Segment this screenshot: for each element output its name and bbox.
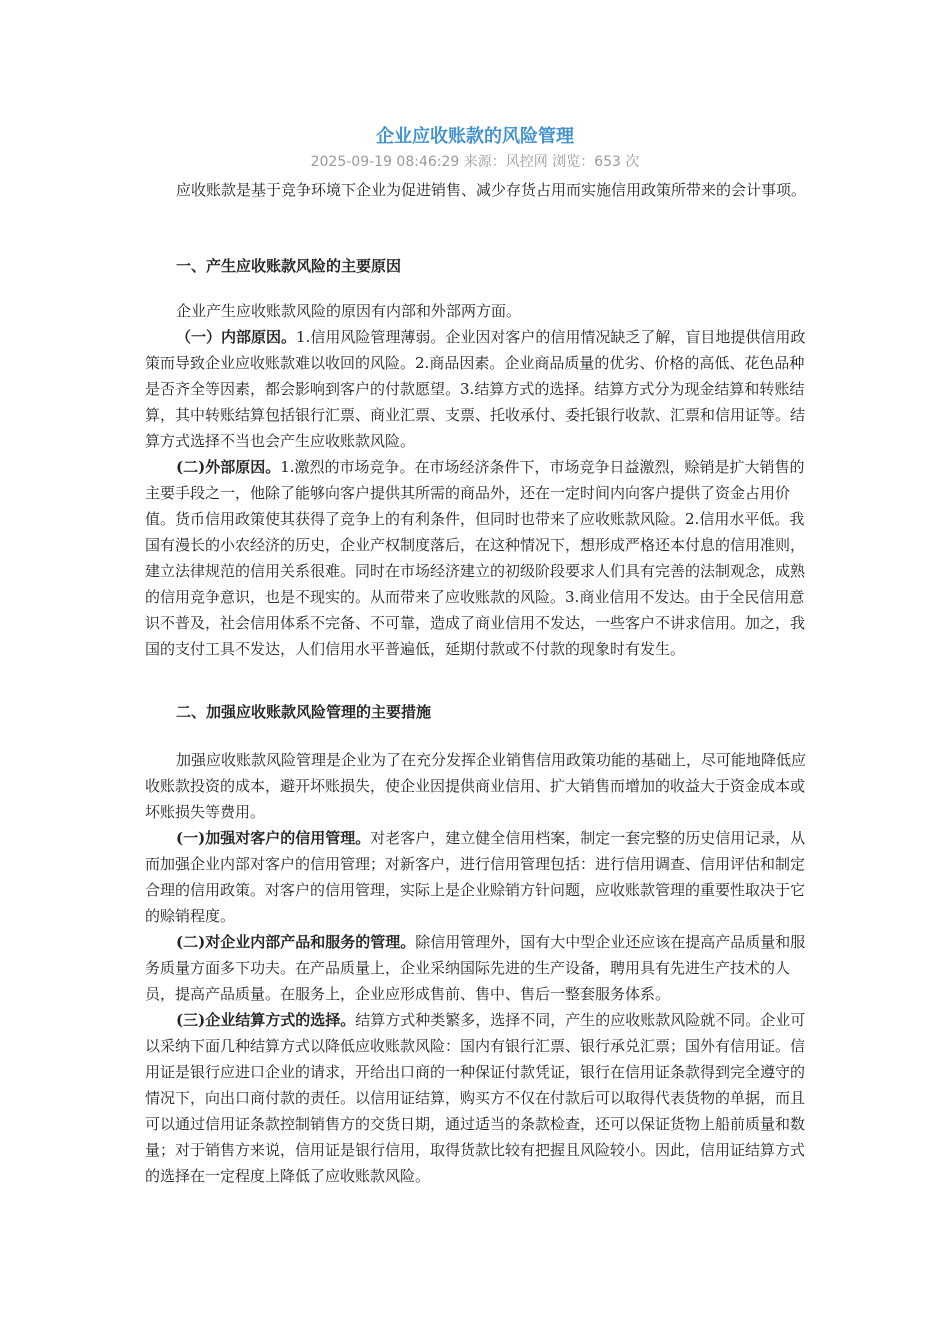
section2-heading-block	[145, 699, 807, 725]
section1-paragraph-1-text: 1.信用风险管理薄弱。企业因对客户的信用情况缺乏了解，盲目地提供信用政策而导致企业应收账款难以收回的风险。2.商品因素。企业商品质量的优劣、价格的高低、花色品种是否齐全等因素，都会影响到客户的付款愿望。3.结算方式的选择。结算方式分为现金结算和转账结算，其中转账结算包括银行汇票、商业汇票、支票、托收承付、委托银行收款、汇票和信用证等。结算方式选择不当也会产生应收账款风险。	[145, 328, 806, 450]
section2-paragraph-1	[145, 825, 807, 929]
section2-paragraph-2	[145, 929, 807, 1007]
section2-paragraph-1-lead: (一)加强对客户的信用管理。	[176, 829, 371, 847]
intro-block	[145, 177, 807, 203]
section1-paragraph-2-lead: (二)外部原因。	[176, 458, 281, 476]
section2-paragraph-1-text: 对老客户，建立健全信用档案，制定一套完整的历史信用记录，从而加强企业内部对客户的信用管理；对新客户，进行信用管理包括：进行信用调查、信用评估和制定合理的信用政策。对客户的信用管理，实际上是企业赊销方针问题，应收账款管理的重要性取决于它的赊销程度。	[145, 829, 806, 925]
section1-paragraph-0: 企业产生应收账款风险的原因有内部和外部两方面。	[176, 302, 522, 320]
section2-heading: 二、加强应收账款风险管理的主要措施	[176, 703, 432, 721]
intro-paragraph: 应收账款是基于竞争环境下企业为促进销售、减少存货占用而实施信用政策所带来的会计事项。	[176, 181, 807, 199]
section2-paragraph-3-lead: (三)企业结算方式的选择。	[176, 1011, 356, 1029]
section1-heading-block	[145, 253, 807, 279]
section1-body	[145, 298, 807, 662]
article-title: 企业应收账款的风险管理	[376, 126, 574, 147]
section2-paragraph-3	[145, 1007, 807, 1189]
section2-body	[145, 747, 807, 1189]
section2-paragraph-3-text: 结算方式种类繁多，选择不同，产生的应收账款风险就不同。企业可以采纳下面几种结算方式以降低应收账款风险：国内有银行汇票、银行承兑汇票；国外有信用证。信用证是银行应进口企业的请求，开给出口商的一种保证付款凭证，银行在信用证条款得到完全遵守的情况下，向出口商付款的责任。以信用证结算，购买方不仅在付款后可以取得代表货物的单据，而且可以通过信用证条款控制销售方的交货日期，通过适当的条款检查，还可以保证货物上船前质量和数量；对于销售方来说，信用证是银行信用，取得货款比较有把握且风险较小。因此，信用证结算方式的选择在一定程度上降低了应收账款风险。	[145, 1011, 806, 1185]
section1-heading: 一、产生应收账款风险的主要原因	[176, 257, 402, 275]
section2-paragraph-2-text: 除信用管理外，国有大中型企业还应该在提高产品质量和服务质量方面多下功夫。在产品质量上，企业采纳国际先进的生产设备，聘用具有先进生产技术的人员，提高产品质量。在服务上，企业应形成售前、售中、售后一整套服务体系。	[145, 933, 806, 1003]
section2-paragraph-0: 加强应收账款风险管理是企业为了在充分发挥企业销售信用政策功能的基础上，尽可能地降低应收账款投资的成本，避开坏账损失，使企业因提供商业信用、扩大销售而增加的收益大于资金成本或坏账损失等费用。	[145, 751, 807, 821]
section2-paragraph-2-lead: (二)对企业内部产品和服务的管理。	[176, 933, 416, 951]
section1-paragraph-2	[145, 454, 807, 662]
section1-paragraph-2-text: 1.激烈的市场竞争。在市场经济条件下，市场竞争日益激烈，赊销是扩大销售的主要手段之一，他除了能够向客户提供其所需的商品外，还在一定时间内向客户提供了资金占用价值。货币信用政策使其获得了竞争上的有利条件，但同时也带来了应收账款风险。2.信用水平低。我国有漫长的小农经济的历史，企业产权制度落后，在这种情况下，想形成严格还本付息的信用准则，建立法律规范的信用关系很难。同时在市场经济建立的初级阶段要求人们具有完善的法制观念，成熟的信用竞争意识，也是不现实的。从而带来了应收账款的风险。3.商业信用不发达。由于全民信用意识不普及，社会信用体系不完备、不可靠，造成了商业信用不发达，一些客户不讲求信用。加之，我国的支付工具不发达，人们信用水平普遍低，延期付款或不付款的现象时有发生。	[145, 458, 806, 658]
section1-paragraph-1-lead: （一）内部原因。	[176, 328, 297, 346]
section1-paragraph-1	[145, 324, 807, 454]
article-meta: 2025-09-19 08:46:29 来源：风控网 浏览：653 次	[310, 154, 640, 170]
